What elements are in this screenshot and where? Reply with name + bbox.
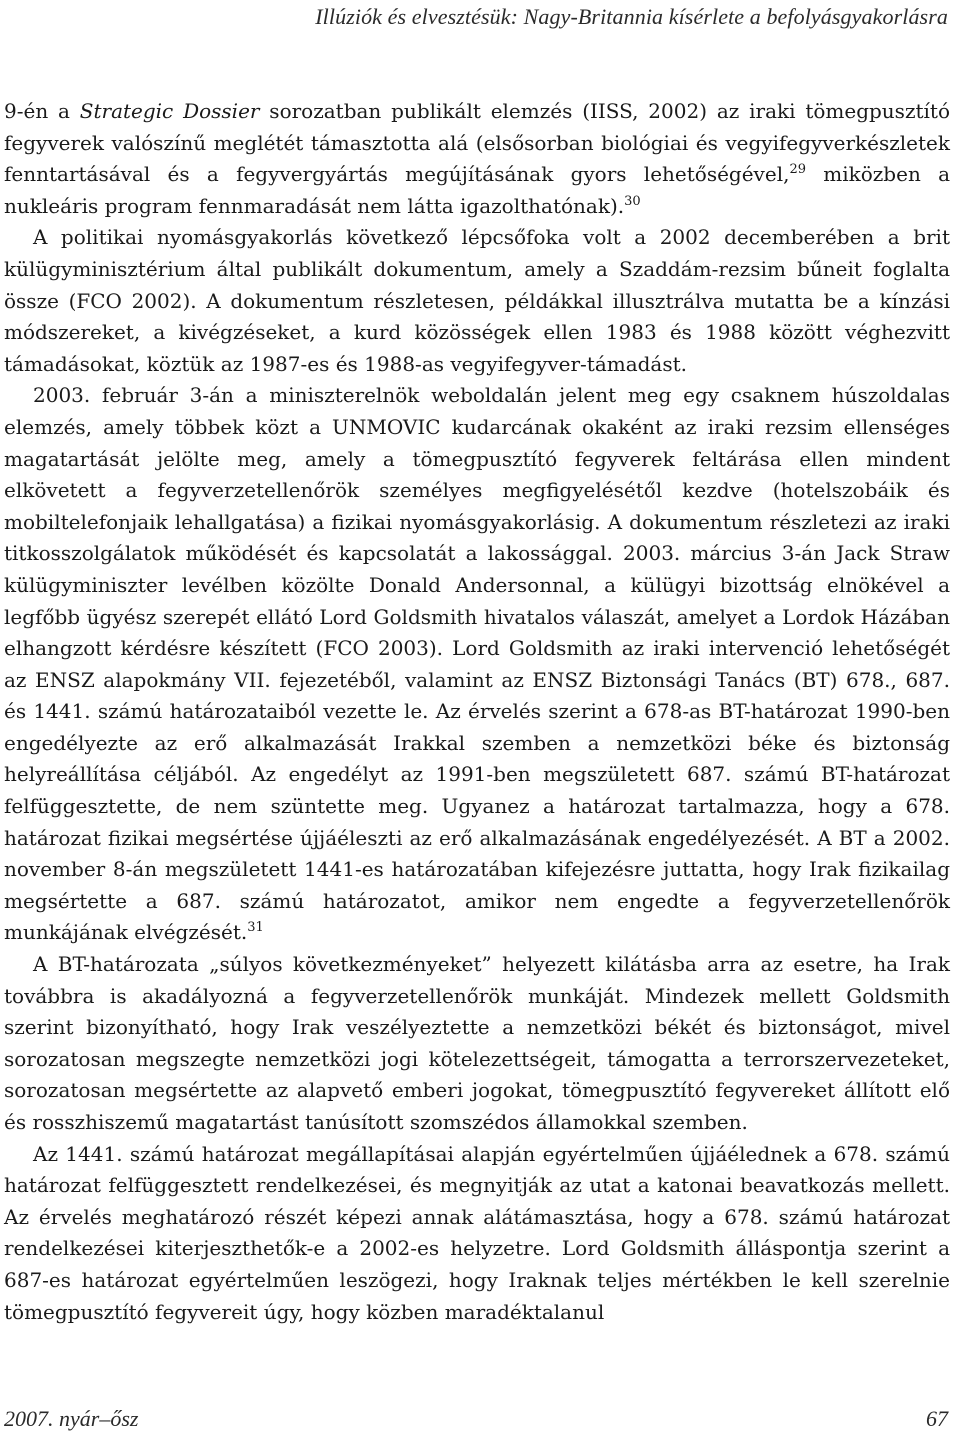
- paragraph-1-text-b: miközben a nukleáris program fennmaradását nem látta igazolthatónak).: [4, 162, 951, 218]
- running-header-title: Illúziók és elvesztésük: Nagy-Britannia kísérlete a befolyásgyakorlásra: [315, 4, 948, 29]
- publication-title: Strategic Dossier: [79, 99, 260, 123]
- paragraph-1-lead: 9-én a: [4, 99, 80, 123]
- paragraph-1-text-a: sorozatban publikált elemzés (IISS, 2002) az iraki tömegpusztító fegyverek valószínű meglétét támasztotta alá (elsősorban biológiai és vegyifegyverkészletek fenntartásával és a fegyvergyártás megújításának gyors lehetőségével,: [4, 99, 950, 187]
- paragraph-3: [4, 380, 950, 949]
- paragraph-2: A politikai nyomásgyakorlás következő lépcsőfoka volt a 2002 decemberében a brit külügyminisztérium által publikált dokumentum, amely a Szaddám-rezsim bűneit foglalta össze (FCO 2002). A dokumentum részletesen, példákkal illusztrálva mutatta be a kínzási módszereket, a kivégzéseket, a kurd közösségek ellen 1983 és 1988 között véghezvitt támadásokat, köztük az 1987-es és 1988-as vegyifegyver-támadást.: [4, 225, 950, 376]
- running-footer: [4, 1402, 948, 1432]
- paragraph-4: A BT-határozata „súlyos következményeket” helyezett kilátásba arra az esetre, ha Irak továbbra is akadályozná a fegyverzetellenőrök munkáját. Mindezek mellett Goldsmith szerint bizonyítható, hogy Irak veszélyeztette a nemzetközi békét és biztonságot, mivel sorozatosan megszegte nemzetközi jogi kötelezettségeit, támogatta a terrorszervezeteket, sorozatosan megsértette az alapvető emberi jogokat, tömegpusztító fegyvereket állított elő és rosszhiszemű magatartást tanúsított szomszédos államokkal szemben.: [4, 952, 950, 1134]
- page-number: 67: [926, 1406, 948, 1431]
- article-body: [4, 96, 950, 1328]
- paragraph-1: [4, 96, 950, 222]
- issue-label: 2007. nyár–ősz: [4, 1406, 139, 1431]
- footnote-ref-30[interactable]: 30: [624, 193, 641, 209]
- paragraph-5: Az 1441. számú határozat megállapításai alapján egyértelműen újjáélednek a 678. számú határozat felfüggesztett rendelkezései, és megnyitják az utat a katonai beavatkozás mellett. Az érvelés meghatározó részét képezi annak alátámasztása, hogy a 678. számú határozat rendelkezései kiterjeszthetők-e a 2002-es helyzetre. Lord Goldsmith álláspontja szerint a 687-es határozat egyértelműen leszögezi, hogy Iraknak teljes mértékben le kell szerelnie tömegpusztító fegyvereit úgy, hogy közben maradéktalanul: [4, 1141, 950, 1324]
- footnote-ref-31[interactable]: 31: [247, 920, 264, 936]
- footnote-ref-29[interactable]: 29: [789, 162, 806, 178]
- paragraph-3-text: 2003. február 3-án a miniszterelnök weboldalán jelent meg egy csaknem húszoldalas elemzés, amely többek közt a UNMOVIC kudarcának okaként az iraki rezsim ellenséges magatartását jelölte meg, amely a tömegpusztító fegyverek feltárása ellen mindent elkövetett a fegyverzetellenőrök személyes megfigyelésétől kezdve (hotelszobáik és mobiltelefonjaik lehallgatása) a fizikai nyomásgyakorlásig. A dokumentum részletezi az iraki titkosszolgálatok működését és kapcsolatát a lakossággal. 2003. március 3-án Jack Straw külügyminiszter levélben közölte Donald Andersonnal, a külügyi bizottság elnökével a legfőbb ügyész szerepét ellátó Lord Goldsmith hivatalos válaszát, amelyet a Lordok Házában elhangzott kérdésre készített (FCO 2003). Lord Goldsmith az iraki intervenció lehetőségét az ENSZ alapokmány VII. fejezetéből, valamint az ENSZ Biztonsági Tanács (BT) 678., 687. és 1441. számú határozataiból vezette le. Az érvelés szerint a 678-as BT-határozat 1990-ben engedélyezte az erő alkalmazását Irakkal szemben a nemzetközi béke és biztonság helyreállítása céljából. Az engedélyt az 1991-ben megszületett 687. számú BT-határozat felfüggesztette, de nem szüntette meg. Ugyanez a határozat tartalmazza, hogy a 678. határozat fizikai megsértése újjáéleszti az erő alkalmazásának engedélyezését. A BT a 2002. november 8-án megszületett 1441-es határozatában kifejezésre juttatta, hogy Irak fizikailag megsértette a 687. számú határozatot, amikor nem engedte a fegyverzetellenőrök munkájának elvégzését.: [4, 383, 950, 945]
